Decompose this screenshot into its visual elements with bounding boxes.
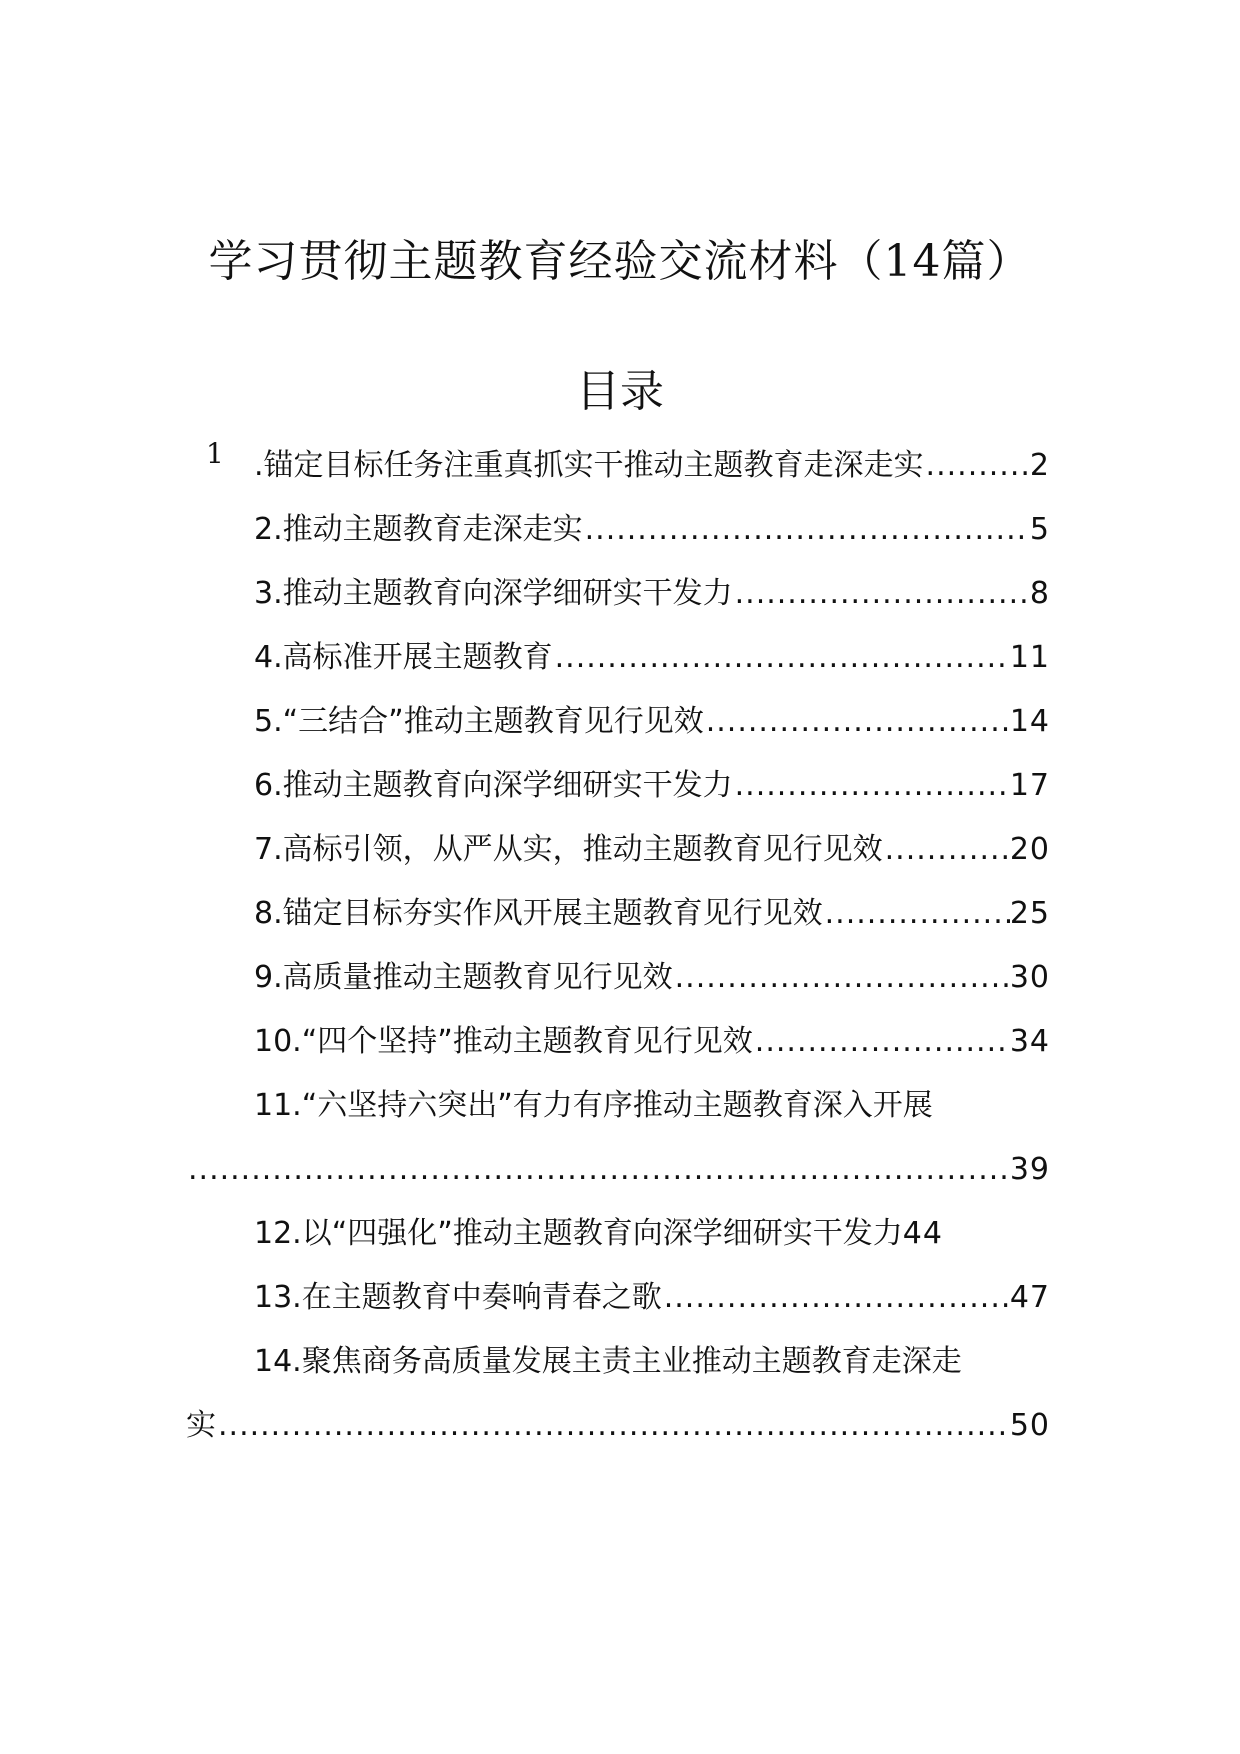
toc-entry-title: 3.推动主题教育向深学细研实干发力 (254, 576, 733, 611)
toc-heading: 目录 (576, 366, 664, 417)
toc-entry-4[interactable] (186, 626, 1050, 690)
toc-entry-title: 6.推动主题教育向深学细研实干发力 (254, 768, 733, 803)
toc-entry-12[interactable] (186, 1202, 1050, 1266)
toc-leader-dots (924, 434, 1030, 498)
toc-leader-dots (704, 690, 1010, 754)
toc-entry-title-continued: 实 (186, 1408, 216, 1443)
toc-leader-dots (216, 1394, 1010, 1458)
toc-entry-5[interactable] (186, 690, 1050, 754)
toc-entry-13[interactable] (186, 1266, 1050, 1330)
toc-entry-page: 39 (1009, 1152, 1050, 1187)
toc-entry-page: 5 (1029, 512, 1050, 547)
toc-entry-page: 14 (1009, 704, 1050, 739)
toc-entry-page: 47 (1009, 1280, 1050, 1315)
toc-leader-dots (553, 626, 1010, 690)
toc-leader-dots (753, 1010, 1010, 1074)
toc-leader-dots (583, 498, 1030, 562)
title-main: 学习贯彻主题教育经验交流材料（ (208, 236, 884, 287)
toc-entry-11-line-2[interactable] (186, 1138, 1050, 1202)
toc-entry-6[interactable] (186, 754, 1050, 818)
toc-entry-title: 7.高标引领，从严从实，推动主题教育见行见效 (254, 832, 883, 867)
title-count: 14 (883, 236, 942, 287)
toc-entry-title: 2.推动主题教育走深走实 (254, 512, 583, 547)
toc-leader-dots (662, 1266, 1010, 1330)
toc-entry-title: 5.“三结合”推动主题教育见行见效 (254, 704, 704, 739)
toc-entry-9[interactable] (186, 946, 1050, 1010)
toc-entry-page: 20 (1009, 832, 1050, 867)
toc-entry-page: 8 (1029, 576, 1050, 611)
toc-leader-dots (733, 754, 1010, 818)
toc-entry-title: .锚定目标任务注重真抓实干推动主题教育走深走实 (254, 448, 924, 483)
toc-entry-page: 11 (1009, 640, 1050, 675)
toc-entry-title: 13.在主题教育中奏响青春之歌 (254, 1280, 662, 1315)
toc-entry-7[interactable] (186, 818, 1050, 882)
toc-entry-page: 44 (902, 1216, 943, 1251)
toc-entry-title: 14.聚焦商务高质量发展主责主业推动主题教育走深走 (254, 1344, 962, 1379)
toc-leader-dots (883, 818, 1010, 882)
toc-entry-title: 10.“四个坚持”推动主题教育见行见效 (254, 1024, 753, 1059)
toc-entry-page: 17 (1009, 768, 1050, 803)
title-end: 篇） (941, 236, 1032, 287)
toc-entry-14-line-2[interactable] (186, 1394, 1050, 1458)
toc-entry-10[interactable] (186, 1010, 1050, 1074)
toc-entry-1[interactable] (186, 434, 1050, 498)
toc-entry-page: 50 (1009, 1408, 1050, 1443)
toc-leader-dots (673, 946, 1010, 1010)
toc-entry-title: 4.高标准开展主题教育 (254, 640, 553, 675)
toc-leader-dots (186, 1138, 1010, 1202)
toc-entry-8[interactable] (186, 882, 1050, 946)
toc-entry-page: 25 (1009, 896, 1050, 931)
toc-entry-page: 30 (1009, 960, 1050, 995)
toc-entry-3[interactable] (186, 562, 1050, 626)
toc-entry-2[interactable] (186, 498, 1050, 562)
toc-leader-dots (733, 562, 1030, 626)
toc-entry-title: 12.以“四强化”推动主题教育向深学细研实干发力 (254, 1216, 903, 1251)
toc-entry-page: 2 (1029, 448, 1050, 483)
toc-entry-page: 34 (1009, 1024, 1050, 1059)
toc-entry-title: 8.锚定目标夯实作风开展主题教育见行见效 (254, 896, 823, 931)
toc-entry-title: 9.高质量推动主题教育见行见效 (254, 960, 673, 995)
toc-entry-11-line-1[interactable] (186, 1074, 1050, 1138)
toc-entry-14-line-1[interactable] (186, 1330, 1050, 1394)
page-marker: 1 (206, 437, 224, 470)
toc-entry-title: 11.“六坚持六突出”有力有序推动主题教育深入开展 (254, 1088, 933, 1123)
toc-leader-dots (823, 882, 1010, 946)
